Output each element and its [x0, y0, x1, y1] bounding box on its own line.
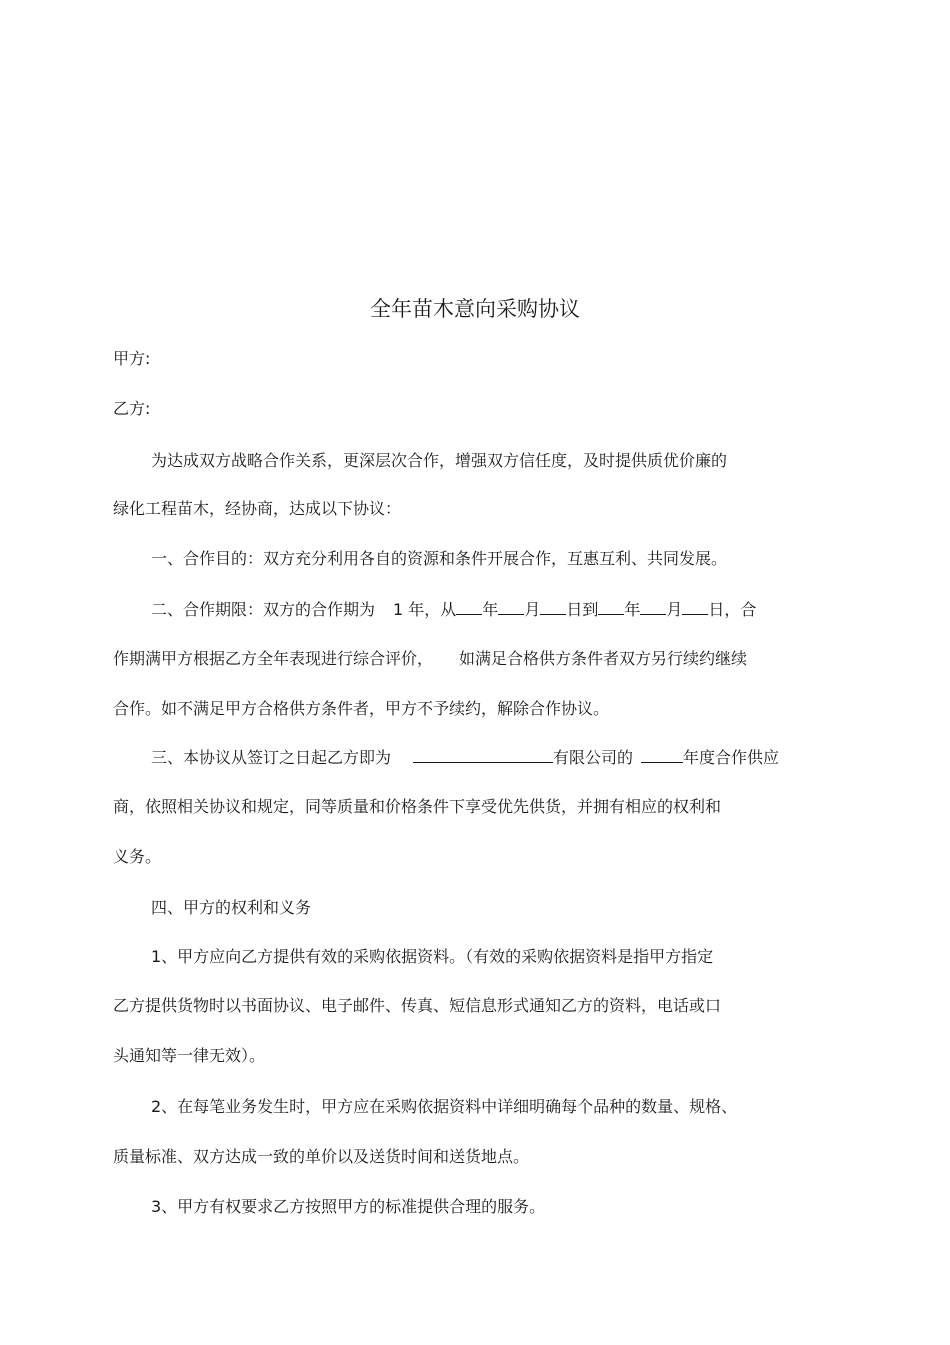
clause-4-item-2-line-1: 2、在每笔业务发生时，甲方应在采购依据资料中详细明确每个品种的数量、规格、 — [151, 1097, 738, 1116]
start-year-label: 年 — [482, 600, 499, 619]
end-year-label: 年 — [624, 600, 641, 619]
clause-2-line-1 — [151, 597, 756, 622]
end-year-blank[interactable] — [598, 597, 624, 615]
start-month-blank[interactable] — [498, 597, 524, 615]
clause-4-item-3: 3、甲方有权要求乙方按照甲方的标准提供合理的服务。 — [151, 1197, 546, 1216]
clause-3-heading: 三、本协议从签订之日起乙方即为 — [151, 748, 392, 767]
document-title: 全年苗木意向采购协议 — [370, 297, 580, 321]
clause-4-heading: 四、甲方的权利和义务 — [151, 898, 312, 917]
company-suffix: 有限公司的 — [553, 748, 634, 767]
preamble-line-2: 绿化工程苗木，经协商，达成以下协议： — [113, 499, 402, 518]
clause-2-term: 1 年，从 — [393, 600, 457, 619]
clause-2-heading: 二、合作期限：双方的合作期为 — [151, 600, 376, 619]
supplier-year-label: 年度合作供应 — [683, 748, 780, 767]
start-month-label: 月 — [524, 600, 541, 619]
party-a-label: 甲方: — [113, 349, 151, 368]
party-b-label: 乙方: — [113, 399, 151, 418]
clause-2-line-3: 合作。如不满足甲方合格供方条件者，甲方不予续约，解除合作协议。 — [113, 699, 610, 718]
year-blank[interactable] — [641, 745, 683, 763]
start-year-blank[interactable] — [456, 597, 482, 615]
clause-4-item-1-line-2: 乙方提供货物时以书面协议、电子邮件、传真、短信息形式通知乙方的资料，电话或口 — [113, 996, 722, 1015]
clause-1: 一、合作目的：双方充分利用各自的资源和条件开展合作，互惠互利、共同发展。 — [151, 549, 728, 568]
clause-3-line-3: 义务。 — [113, 847, 162, 866]
start-day-blank[interactable] — [540, 597, 566, 615]
clause-4-item-2-line-2: 质量标准、双方达成一致的单价以及送货时间和送货地点。 — [113, 1147, 530, 1166]
clause-3-line-2: 商，依照相关协议和规定，同等质量和价格条件下享受优先供货，并拥有相应的权利和 — [113, 797, 722, 816]
clause-4-item-1-line-3: 头通知等一律无效）。 — [113, 1046, 266, 1065]
end-month-label: 月 — [666, 600, 683, 619]
end-month-blank[interactable] — [640, 597, 666, 615]
clause-2-line-2 — [113, 647, 747, 671]
clause-4-item-1-line-1: 1、甲方应向乙方提供有效的采购依据资料。（有效的采购依据资料是指甲方指定 — [151, 947, 714, 966]
end-day-blank[interactable] — [682, 597, 708, 615]
preamble-line-1: 为达成双方战略合作关系，更深层次合作，增强双方信任度，及时提供质优价廉的 — [151, 451, 728, 470]
end-day-label: 日，合 — [708, 600, 757, 619]
clause-2-line-2b: 如满足合格供方条件者双方另行续约继续 — [459, 649, 748, 668]
clause-3-line-1 — [151, 745, 779, 770]
clause-2-line-2a: 作期满甲方根据乙方全年表现进行综合评价， — [113, 649, 434, 668]
start-day-label: 日到 — [566, 600, 599, 619]
company-name-blank[interactable] — [413, 745, 553, 763]
